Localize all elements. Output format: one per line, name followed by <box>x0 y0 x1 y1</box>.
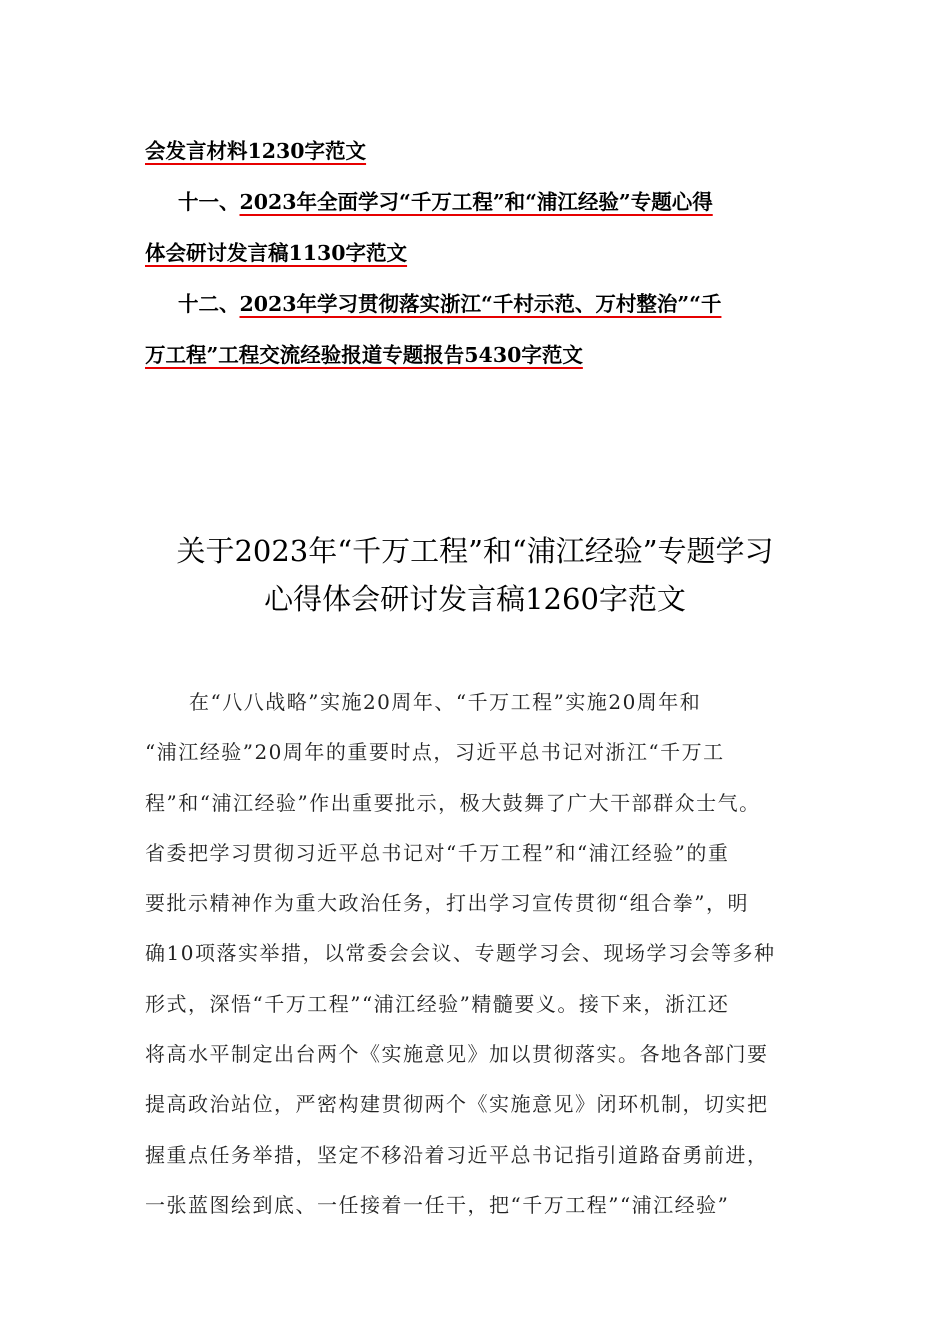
paragraph-line: 将高水平制定出台两个《实施意见》加以贯彻落实。各地各部门要 <box>145 1042 769 1067</box>
paragraph-line: 要批示精神作为重大政治任务，打出学习宣传贯彻“组合拳”，明 <box>145 891 749 916</box>
paragraph-line: 确10项落实举措，以常委会会议、专题学习会、现场学习会等多种 <box>145 941 776 966</box>
toc-number: 十二、 <box>178 292 240 316</box>
toc-link[interactable]: 2023年全面学习“千万工程”和“浦江经验”专题心得 <box>239 190 713 214</box>
toc-line[interactable] <box>145 287 805 321</box>
toc-link[interactable]: 万工程”工程交流经验报道专题报告5430字范文 <box>145 343 583 367</box>
paragraph-line: 在“八八战略”实施20周年、“千万工程”实施20周年和 <box>189 690 702 714</box>
paragraph-line: “浦江经验”20周年的重要时点，习近平总书记对浙江“千万工 <box>145 740 725 765</box>
title-line: 关于2023年“千万工程”和“浦江经验”专题学习 <box>176 534 774 568</box>
paragraph-line: 握重点任务举措，坚定不移沿着习近平总书记指引道路奋勇前进， <box>145 1142 769 1167</box>
paragraph-line: 提高政治站位，严密构建贯彻两个《实施意见》闭环机制，切实把 <box>145 1092 769 1117</box>
toc-link[interactable]: 2023年学习贯彻落实浙江“千村示范、万村整治”“千 <box>239 292 722 316</box>
paragraph-line: 程”和“浦江经验”作出重要批示，极大鼓舞了广大干部群众士气。 <box>145 790 761 815</box>
paragraph-line: 一张蓝图绘到底、一任接着一任干，把“千万工程”“浦江经验” <box>145 1192 730 1217</box>
table-of-contents <box>145 134 805 389</box>
toc-link[interactable]: 体会研讨发言稿1130字范文 <box>145 241 408 265</box>
paragraph-line: 省委把学习贯彻习近平总书记对“千万工程”和“浦江经验”的重 <box>145 840 730 865</box>
toc-number: 十一、 <box>178 190 240 214</box>
toc-line[interactable] <box>145 338 805 372</box>
title-line: 心得体会研讨发言稿1260字范文 <box>264 582 686 616</box>
toc-line[interactable] <box>145 236 805 270</box>
toc-line[interactable] <box>145 185 805 219</box>
article-body <box>145 677 809 1230</box>
paragraph-line: 形式，深悟“千万工程”“浦江经验”精髓要义。接下来，浙江还 <box>145 991 730 1016</box>
toc-link[interactable]: 会发言材料1230字范文 <box>145 139 367 163</box>
toc-line[interactable] <box>145 134 805 168</box>
article-title <box>0 527 950 623</box>
